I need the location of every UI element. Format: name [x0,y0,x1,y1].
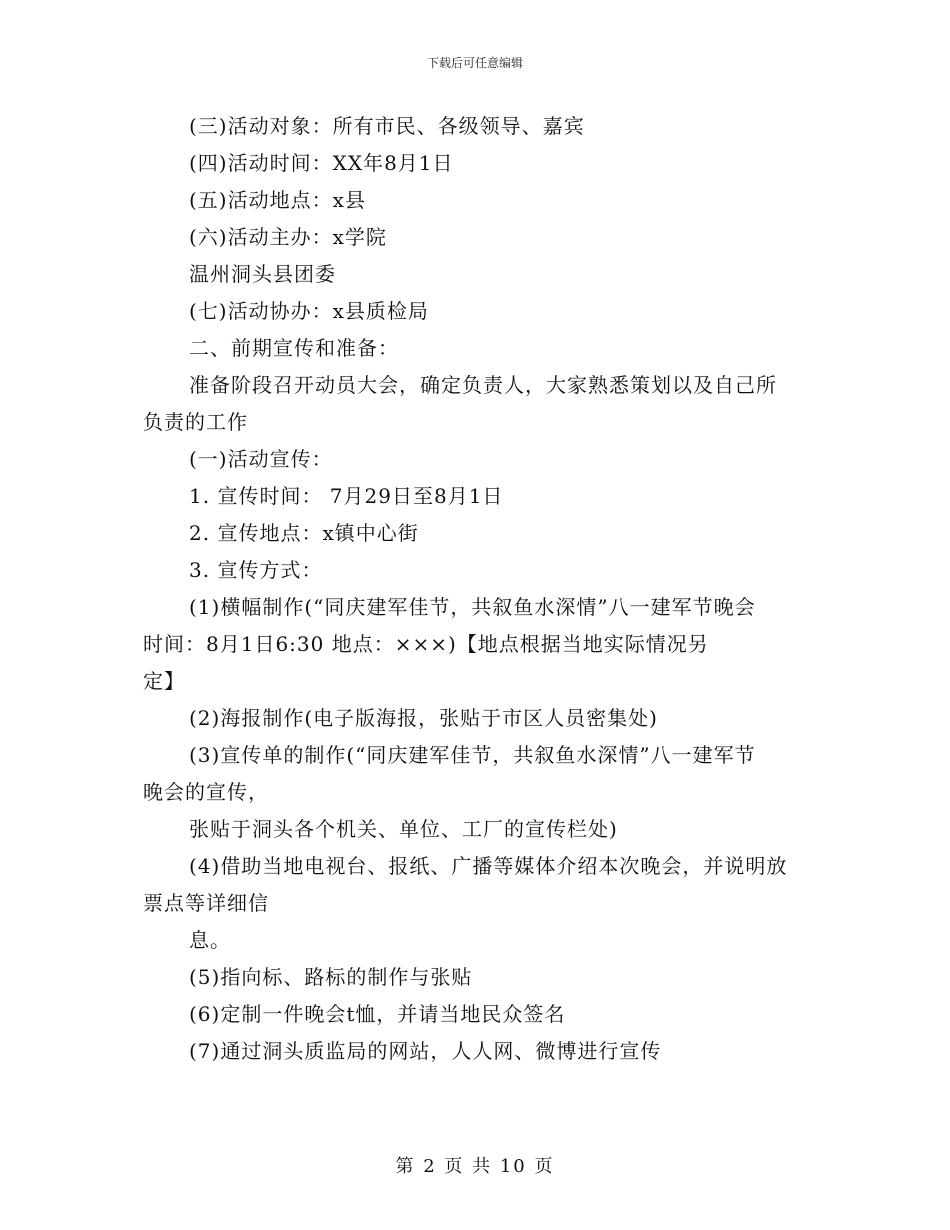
document-body [143,108,813,1070]
line-25: (6)定制一件晚会t恤，并请当地民众签名 [189,1002,566,1026]
line-26: (7)通过洞头质监局的网站，人人网、微博进行宣传 [189,1039,662,1063]
line-18: (3)宣传单的制作(“同庆建军佳节，共叙鱼水深情”八一建军节 [189,743,756,767]
line-17: (2)海报制作(电子版海报，张贴于市区人员密集处) [189,706,658,730]
line-12: 2. 宣传地点：x镇中心街 [189,521,419,545]
line-6: (七)活动协办：x县质检局 [189,299,429,323]
line-14: (1)横幅制作(“同庆建军佳节，共叙鱼水深情”八一建军节晚会 [189,595,756,619]
page-number: 第 2 页 共 10 页 [395,1156,555,1177]
line-22: 票点等详细信 [143,891,269,915]
line-7: 二、前期宣传和准备： [189,336,399,360]
line-10: (一)活动宣传： [189,447,333,471]
line-4: (六)活动主办：x学院 [189,225,387,249]
line-11: 1. 宣传时间： 7月29日至8月1日 [189,484,504,508]
line-23: 息。 [189,928,231,952]
line-19: 晚会的宣传， [143,780,269,804]
line-2: (四)活动时间：XX年8月1日 [189,151,454,175]
line-16: 定】 [143,669,185,693]
line-5: 温州洞头县团委 [189,262,336,286]
line-8: 准备阶段召开动员大会，确定负责人，大家熟悉策划以及自己所 [189,373,777,397]
line-20: 张贴于洞头各个机关、单位、工厂的宣传栏处) [189,817,618,841]
line-3: (五)活动地点：x县 [189,188,366,212]
line-15: 时间：8月1日6:30 地点：×××)【地点根据当地实际情况另 [143,632,709,656]
line-9: 负责的工作 [143,410,248,434]
line-13: 3. 宣传方式： [189,558,323,582]
header-note: 下载后可任意编辑 [426,56,523,70]
line-24: (5)指向标、路标的制作与张贴 [189,965,473,989]
line-21: (4)借助当地电视台、报纸、广播等媒体介绍本次晚会，并说明放 [189,854,788,878]
line-1: (三)活动对象：所有市民、各级领导、嘉宾 [189,114,585,138]
